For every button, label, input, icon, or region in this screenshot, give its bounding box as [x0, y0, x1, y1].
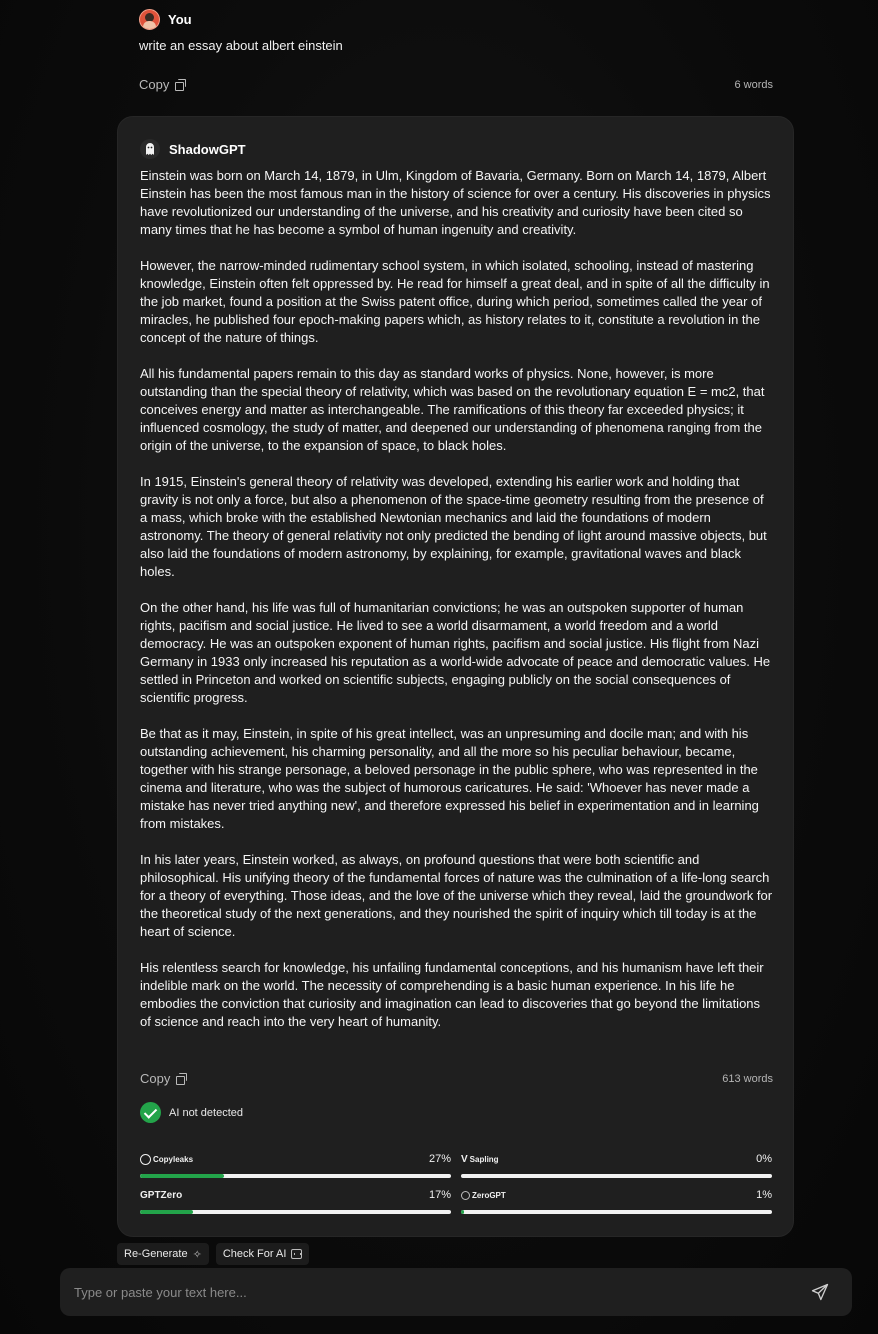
user-name: You	[168, 11, 192, 27]
assistant-name: ShadowGPT	[169, 141, 246, 157]
essay-paragraph: His relentless search for knowledge, his unfailing fundamental conceptions, and his humanism have left their indelible mark on the world. The necessity of comprehending is a basic human experience. In his life he embodies the conviction that curiosity and imagination can lead to discoveries that go beyond the limitations of science and reach into the very heart of humanity.	[140, 960, 764, 1029]
detection-status-text: AI not detected	[169, 1106, 243, 1119]
essay-paragraph: All his fundamental papers remain to this day as standard works of physics. None, however, is more outstanding than the special theory of relativity, which was based on the revolutionary equation E = mc2, that conceives energy and matter as interchangeable. The ramifications of this theory far exceeded physics; it influenced cosmology, the study of matter, and deepened our understanding of phenomena ranging from the origin of the universe, to the expansion of space, to black holes.	[140, 366, 765, 453]
copy-label: Copy	[140, 1071, 171, 1086]
detector-bar-fill	[140, 1210, 193, 1214]
user-word-count: 6 words	[734, 78, 773, 91]
assistant-word-count: 613 words	[722, 1072, 773, 1085]
detector-gptzero	[140, 1188, 451, 1214]
copyleaks-logo-icon	[140, 1154, 151, 1165]
message-input[interactable]	[60, 1268, 800, 1316]
check-ai-button[interactable]	[216, 1243, 310, 1265]
sparkle-icon: ✧	[192, 1248, 202, 1261]
user-copy-button[interactable]	[139, 77, 186, 92]
copy-icon	[175, 79, 186, 90]
user-message-footer	[139, 77, 773, 92]
essay-body	[140, 167, 774, 1049]
zerogpt-logo-icon	[461, 1191, 470, 1200]
assistant-header	[140, 139, 246, 159]
regenerate-button[interactable]	[117, 1243, 209, 1265]
essay-paragraph: However, the narrow-minded rudimentary school system, in which isolated, schooling, instead of mastering knowledge, Einstein often felt oppressed by. He read for himself a great deal, and in spite of all the difficulty in the job market, found a position at the Swiss patent office, during which period, sometimes called the year of miracles, he published four epoch-making papers which, as history relates to it, constitute a revolution in the concept of the nature of things.	[140, 258, 770, 345]
send-icon	[810, 1282, 830, 1302]
regenerate-label: Re-Generate	[124, 1248, 188, 1260]
user-avatar	[139, 9, 160, 30]
detector-name: GPTZero	[140, 1189, 183, 1201]
message-actions	[117, 1243, 309, 1265]
user-header	[139, 8, 773, 30]
robot-icon	[291, 1249, 302, 1259]
detector-percent: 0%	[756, 1153, 772, 1165]
assistant-footer	[140, 1071, 773, 1086]
detector-name: ZeroGPT	[461, 1191, 506, 1200]
ghost-icon	[140, 139, 160, 159]
detector-bar	[140, 1174, 451, 1178]
check-circle-icon	[140, 1102, 161, 1123]
message-composer	[60, 1268, 852, 1316]
user-message	[139, 8, 773, 92]
detector-percent: 17%	[428, 1189, 451, 1201]
detector-bar	[461, 1210, 772, 1214]
detector-bar	[140, 1210, 451, 1214]
essay-paragraph: In his later years, Einstein worked, as always, on profound questions that were both scientific and philosophical. His unifying theory of the fundamental forces of nature was the culmination of a life-long search for a theory of everything. Those ideas, and the love of the universe which they reveal, laid the groundwork for the theoretical study of the next generations, and they nourished the spirit of inquiry which till today is at the heart of science.	[140, 852, 773, 939]
essay-paragraph: On the other hand, his life was full of humanitarian convictions; he was an outspoken supporter of human rights, pacifism and social justice. He lived to see a world disarmament, a world freedom and a world democracy. He was an outspoken exponent of human rights, pacifism and social justice. His flight from Nazi Germany in 1933 only increased his reputation as a world-wide advocate of peace and democratic values. He settled in Princeton and worked on scientific subjects, engaging publicly on the social consequences of scientific progress.	[140, 600, 771, 705]
assistant-copy-button[interactable]	[140, 1071, 187, 1086]
detector-copyleaks	[140, 1152, 451, 1178]
detector-bar-fill	[461, 1210, 464, 1214]
check-ai-label: Check For AI	[222, 1248, 287, 1260]
detection-status	[140, 1102, 243, 1123]
detector-sapling	[461, 1152, 772, 1178]
user-message-text: write an essay about albert einstein	[139, 38, 343, 53]
copy-icon	[176, 1073, 187, 1084]
detector-bar-fill	[140, 1174, 224, 1178]
detector-name: Copyleaks	[140, 1154, 193, 1165]
detector-name: V Sapling	[461, 1153, 499, 1165]
essay-paragraph: Einstein was born on March 14, 1879, in Ulm, Kingdom of Bavaria, Germany. Born on March 14, 1879, Albert Einstein has been the most famous man in the history of science for over a century. His discoveries in physics have revolutionized our understanding of the universe, and his creativity and curiosity have been cited so many times that he has become a symbol of human ingenuity and creativity.	[140, 168, 771, 237]
detector-bar	[461, 1174, 772, 1178]
copy-label: Copy	[139, 77, 170, 92]
send-button[interactable]	[800, 1272, 840, 1312]
detector-zerogpt	[461, 1188, 772, 1214]
sapling-logo-icon: V	[461, 1153, 468, 1165]
assistant-message-card	[117, 116, 794, 1237]
essay-paragraph: Be that as it may, Einstein, in spite of his great intellect, was an unpresuming and docile man; and with his outstanding achievement, his charming personality, and all the more so his peculiar behaviour, became, together with his strange personage, a beloved personage in the public sphere, who was represented in the cinema and literature, who was the subject of humorous caricatures. He said: 'Whoever has never made a mistake has never tried anything new', and therefore expressed his belief in experimentation and in learning from mistakes.	[140, 726, 759, 831]
essay-paragraph: In 1915, Einstein's general theory of relativity was developed, extending his earlier work and holding that gravity is not only a force, but also a phenomenon of the space-time geometry resulting from the presence of a mass, which broke with the established Newtonian mechanics and laid the foundations of modern astronomy. The theory of general relativity not only predicted the bending of light around massive objects, but also laid the foundations of modern astronomy, by explaining, for example, gravitational waves and black holes.	[140, 474, 767, 579]
detector-percent: 1%	[756, 1189, 772, 1201]
detector-percent: 27%	[428, 1153, 451, 1165]
